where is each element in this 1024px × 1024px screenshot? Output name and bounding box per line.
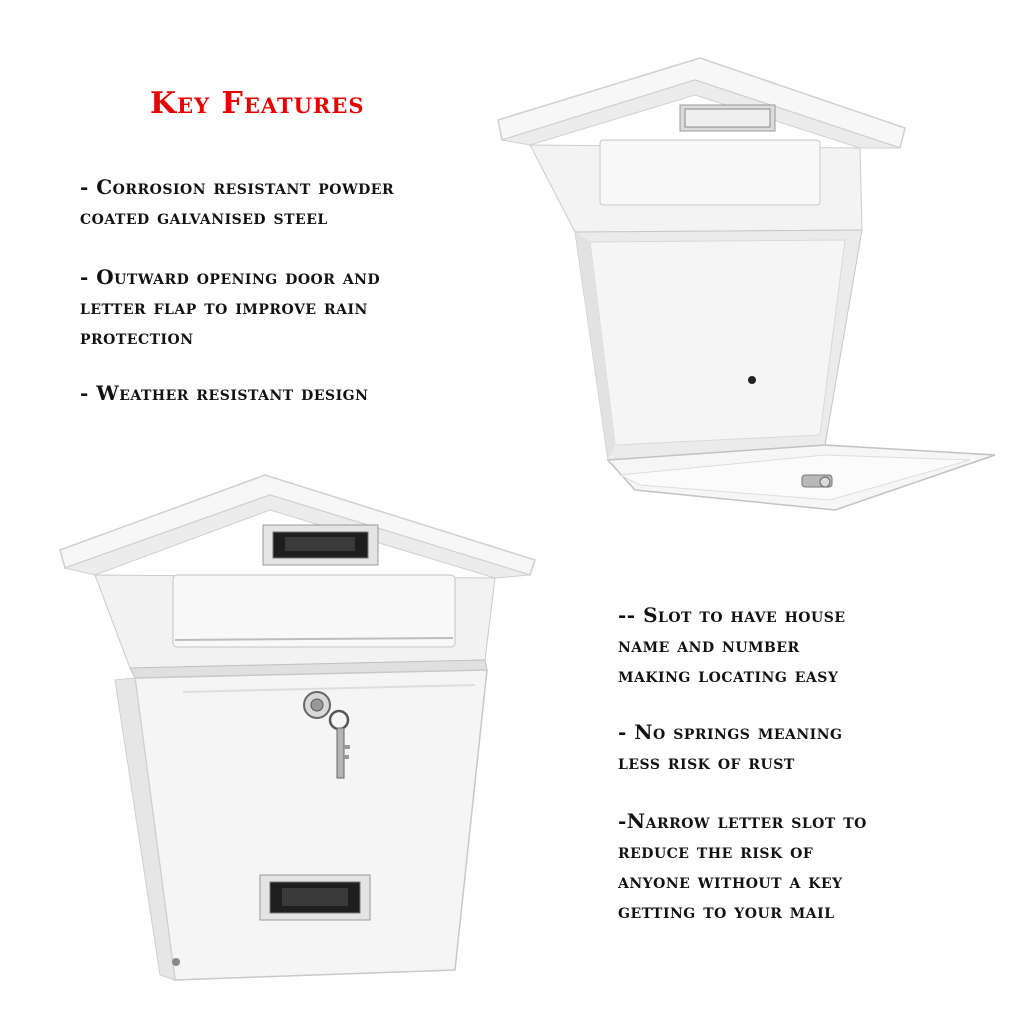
feature-house-name-slot: -- Slot to have house name and number making locating easy — [618, 603, 846, 687]
feature-no-springs: - No springs meaning less risk of rust — [618, 720, 843, 774]
feature-weather-resistant: - Weather resistant design — [80, 381, 369, 405]
feature-narrow-letter-slot: -Narrow letter slot to reduce the risk of anyone without a key getting to your mail — [618, 809, 867, 923]
feature-corrosion-resistant: - Corrosion resistant powder coated galvanised steel — [80, 175, 395, 229]
feature-outward-opening-door: - Outward opening door and letter flap to improve rain protection — [80, 265, 381, 349]
open-mailbox-image — [490, 50, 1010, 520]
closed-mailbox-image — [55, 470, 545, 990]
key-features-title: Key Features — [150, 86, 365, 121]
